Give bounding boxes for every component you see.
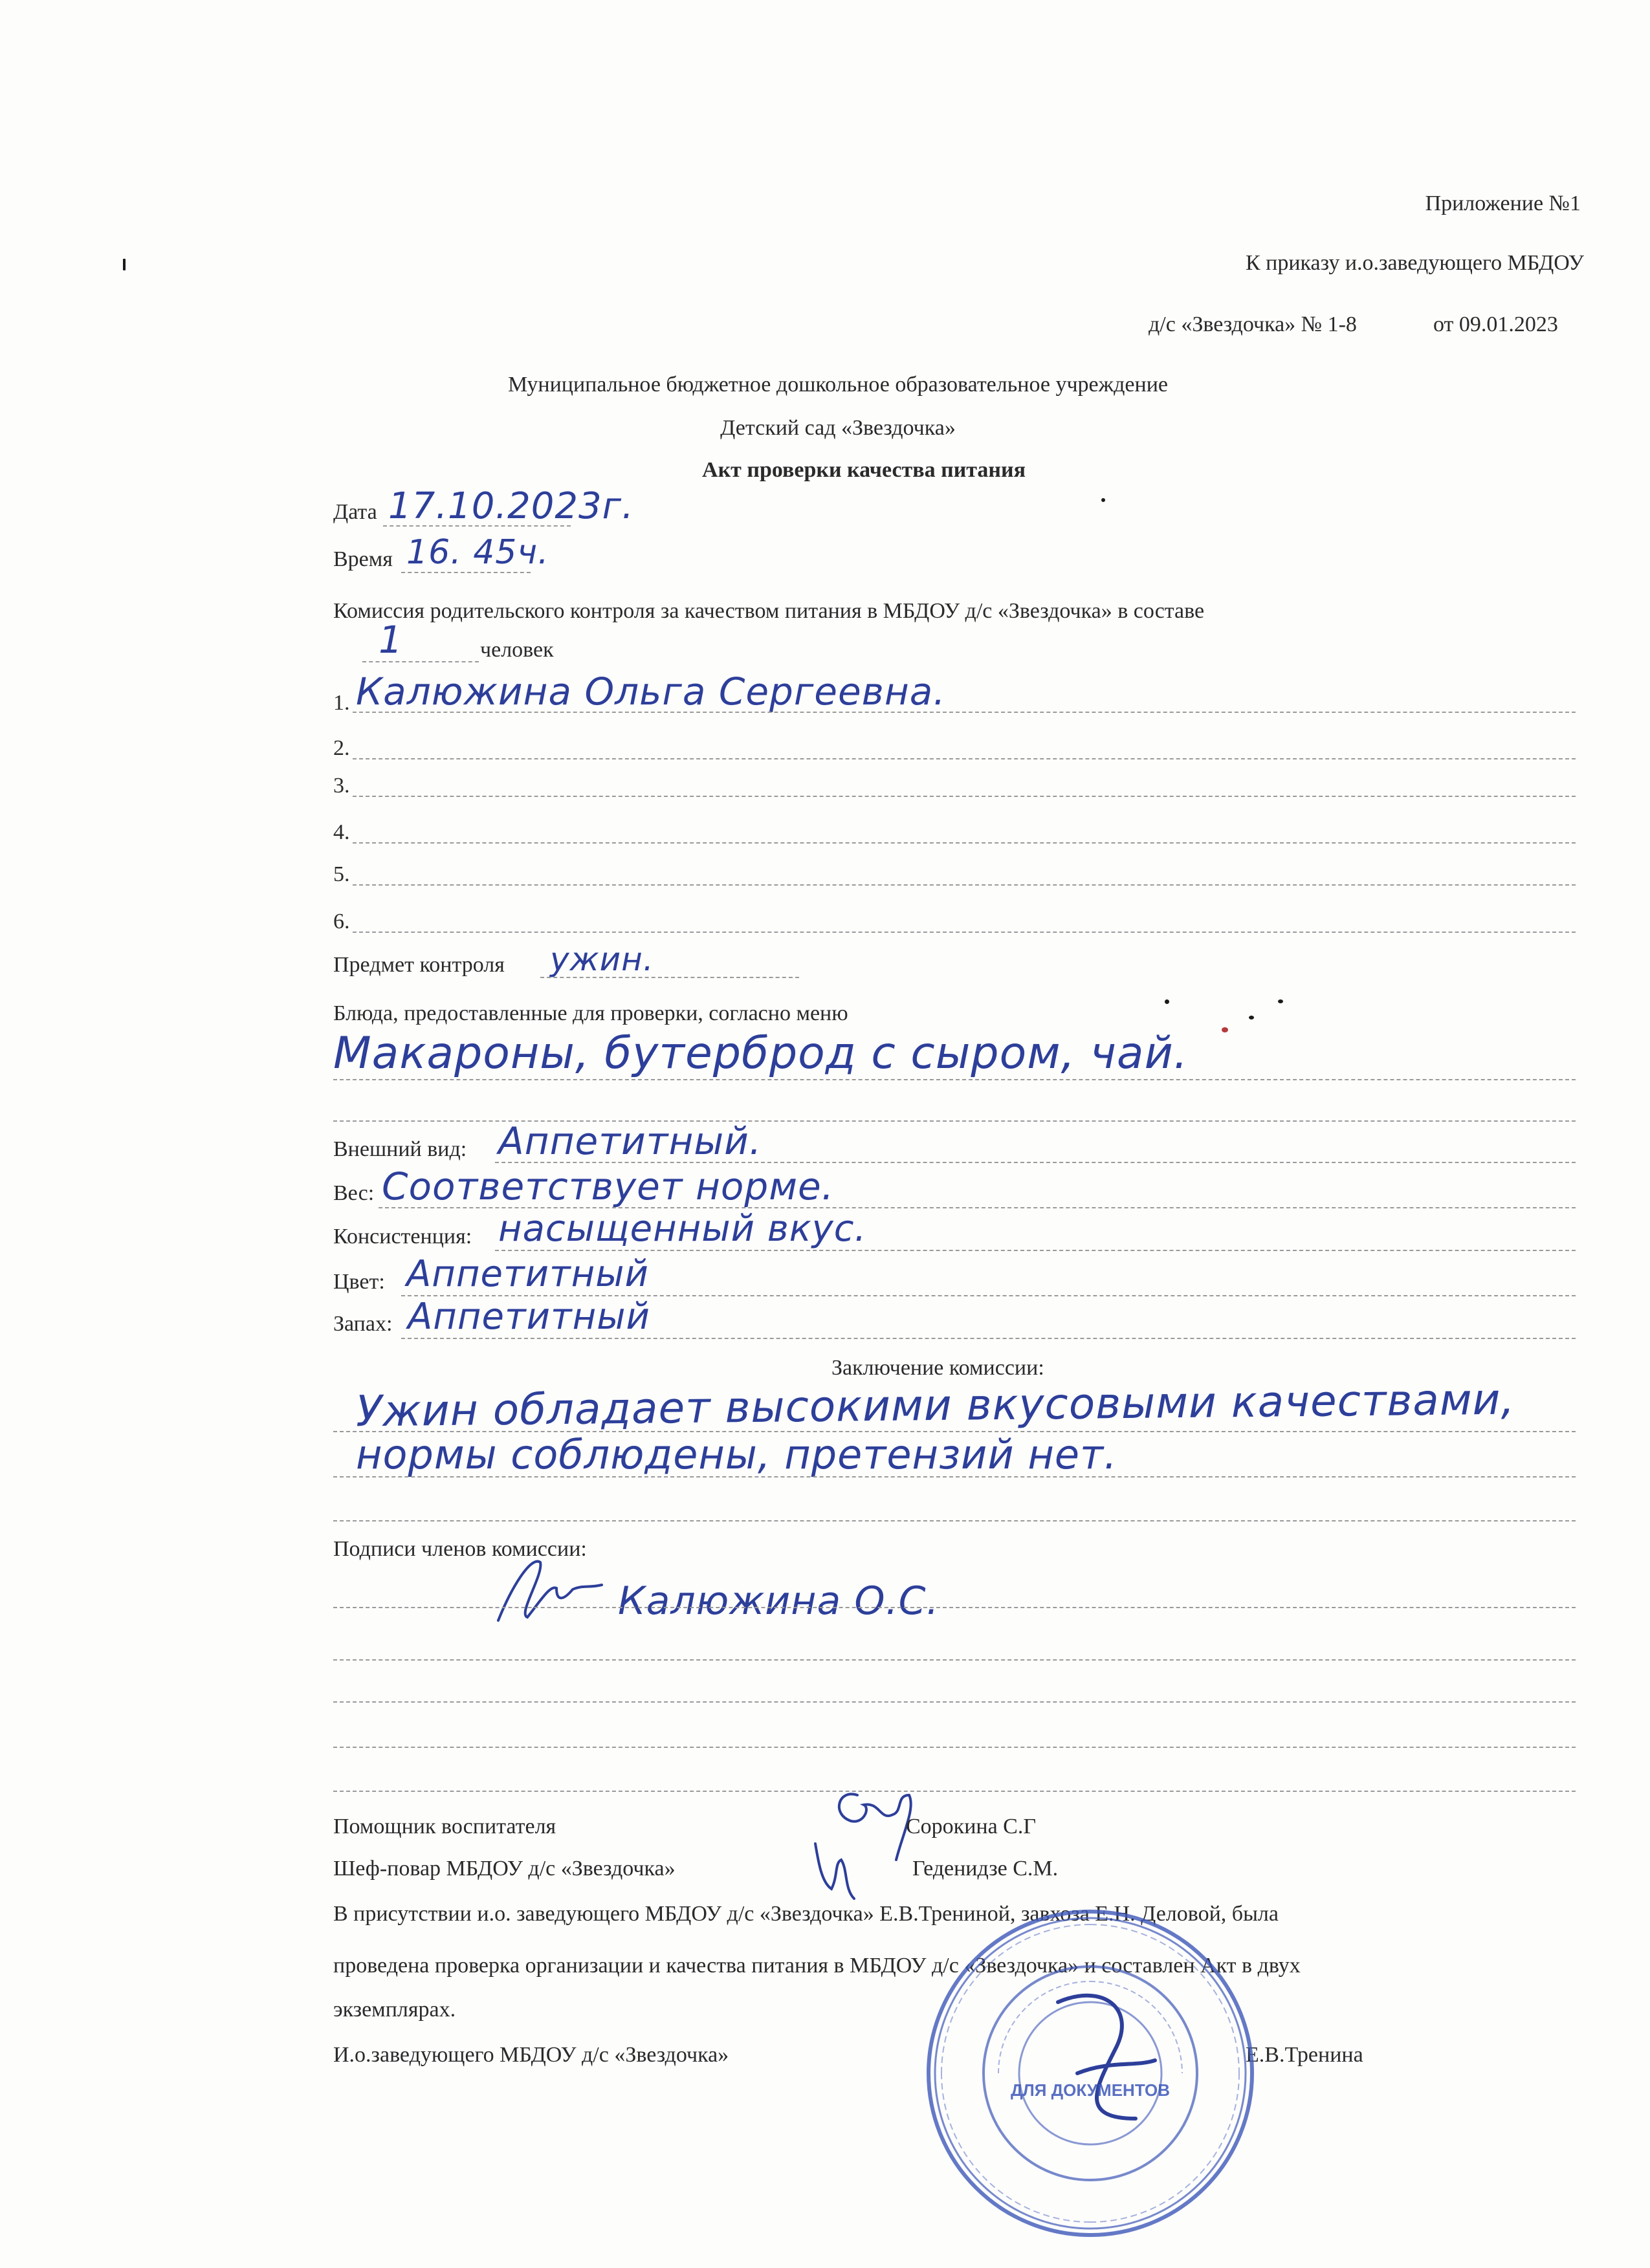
ink-speck [1222,1027,1228,1032]
conclusion-line-2: нормы соблюдены, претензий нет. [356,1431,1117,1478]
presence-line-1: В присутствии и.о. заведующего МБДОУ д/с «Звездочка» Е.В.Трениной, завхоза Е.Н. Деловой, была [333,1902,1279,1926]
subject-value: ужин. [550,941,654,978]
time-rule [401,572,531,573]
staff-role: Помощник воспитателя [333,1815,556,1838]
member-rule [353,796,1576,797]
signatures-heading: Подписи членов комиссии: [333,1537,587,1561]
ink-speck [1278,999,1283,1003]
staff-role: Шеф-повар МБДОУ д/с «Звездочка» [333,1857,676,1881]
footer-name: Е.В.Тренина [1246,2043,1363,2067]
presence-line-2: проведена проверка организации и качества питания в МБДОУ д/с «Звездочка» и составлен Акт в двух [333,1954,1301,1978]
member-count-label: человек [480,638,554,662]
member-signature-name: Калюжина О.С. [618,1578,940,1624]
signature-rule-4 [333,1747,1576,1748]
weight-label: Вес: [333,1181,375,1205]
member-rule [353,758,1576,759]
color-label: Цвет: [333,1270,385,1294]
member-rule [353,842,1576,844]
conclusion-heading: Заключение комиссии: [831,1356,1044,1380]
ink-speck [1101,498,1105,502]
member-rule [353,712,1576,713]
appearance-value: Аппетитный. [498,1119,762,1163]
subject-rule [540,977,799,978]
conclusion-rule-2 [333,1476,1576,1477]
chef-signature [802,1831,880,1902]
conclusion-line-1: Ужин обладает высокими вкусовыми качествами, [355,1374,1515,1437]
appearance-label: Внешний вид: [333,1137,467,1161]
consistency-value: насыщенный вкус. [498,1208,867,1250]
institution-subname: Детский сад «Звездочка» [720,416,956,440]
signature-rule-3 [333,1701,1576,1703]
member-num: 4. [333,820,350,844]
appendix-label: Приложение №1 [1425,191,1581,215]
consistency-rule [495,1250,1576,1251]
order-ref: д/с «Звездочка» № 1-8 [1149,312,1357,336]
commission-text: Комиссия родительского контроля за качеством питания в МБДОУ д/с «Звездочка» в составе [333,599,1205,623]
smell-value: Аппетитный [408,1296,650,1338]
dishes-rule [333,1079,1576,1080]
member-name: Калюжина Ольга Сергеевна. [356,670,946,714]
member-rule [353,932,1576,933]
member-num: 6. [333,910,350,933]
conclusion-rule-3 [333,1520,1576,1521]
order-date: от 09.01.2023 [1433,312,1558,336]
signature-rule-5 [333,1791,1576,1792]
dishes-label: Блюда, предоставленные для проверки, согласно меню [333,1001,848,1025]
color-value: Аппетитный [406,1253,649,1295]
order-line: К приказу и.о.заведующего МБДОУ [1245,251,1584,275]
member-count-value: 1 [379,618,403,662]
date-rule [383,525,571,527]
date-value: 17.10.2023г. [388,485,634,527]
weight-value: Соответствует норме. [382,1164,835,1208]
smell-rule [401,1338,1576,1339]
document-title: Акт проверки качества питания [702,458,1026,482]
member-num: 3. [333,774,350,798]
ink-speck [1165,999,1169,1004]
member-rule [353,884,1576,886]
institution-name: Муниципальное бюджетное дошкольное образовательное учреждение [508,373,1168,397]
member-num: 5. [333,862,350,886]
staff-name: Геденидзе С.М. [912,1857,1059,1881]
member-signature [492,1549,608,1633]
signature-rule-1 [333,1607,1576,1608]
consistency-label: Консистенция: [333,1225,472,1248]
member-num: 2. [333,736,350,760]
smell-label: Запах: [333,1312,393,1336]
presence-line-3: экземплярах. [333,1998,456,2022]
staff-name: Сорокина С.Г [906,1815,1037,1838]
subject-label: Предмет контроля [333,953,505,977]
date-label: Дата [333,500,377,524]
member-count-rule [362,661,479,662]
seal-center-text: ДЛЯ ДОКУМЕНТОВ [1010,2080,1171,2100]
dishes-value: Макароны, бутерброд с сыром, чай. [333,1028,1189,1079]
appearance-rule [495,1162,1576,1163]
ink-speck [123,259,126,270]
time-label: Время [333,547,393,571]
signature-rule-2 [333,1659,1576,1661]
ink-speck [1249,1016,1254,1020]
member-num: 1. [333,691,350,715]
official-seal [922,1905,1259,2241]
time-value: 16. 45ч. [406,533,549,572]
footer-role: И.о.заведующего МБДОУ д/с «Звездочка» [333,2043,729,2067]
